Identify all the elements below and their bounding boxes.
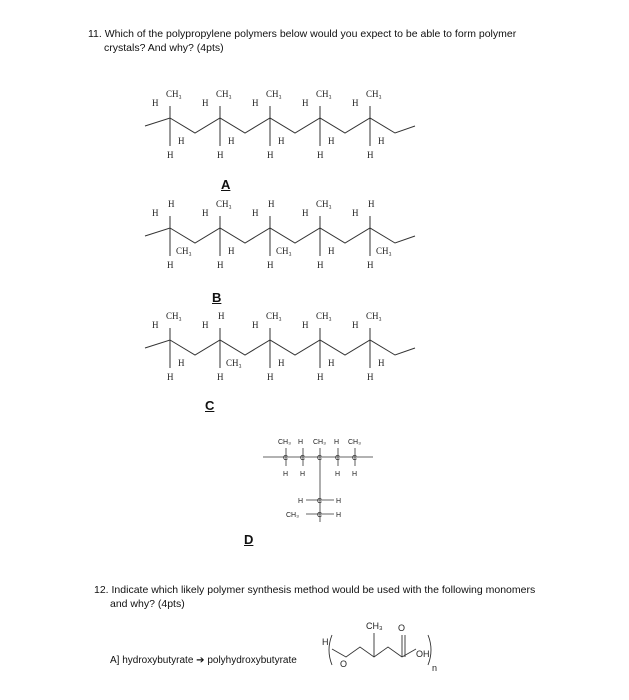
ch3-a-2: CH₃ xyxy=(216,89,232,99)
polymer-d-structure xyxy=(258,432,388,527)
svg-text:H: H xyxy=(217,260,224,270)
svg-text:H: H xyxy=(368,199,375,209)
svg-text:H: H xyxy=(252,98,259,108)
ch3-c-4: CH₃ xyxy=(316,311,332,321)
monomer-n: n xyxy=(432,663,438,673)
svg-text:H: H xyxy=(352,320,359,330)
svg-text:CH₃: CH₃ xyxy=(278,439,291,446)
svg-text:H: H xyxy=(167,372,174,382)
svg-text:H: H xyxy=(252,320,259,330)
svg-text:H: H xyxy=(278,136,285,146)
svg-text:H: H xyxy=(267,260,274,270)
label-b: B xyxy=(212,290,222,305)
svg-text:H: H xyxy=(218,311,225,321)
svg-text:H: H xyxy=(367,372,374,382)
question-11 xyxy=(88,27,558,55)
reaction-product: polyhydroxybutyrate xyxy=(207,655,297,666)
svg-text:H: H xyxy=(178,358,185,368)
svg-text:H: H xyxy=(367,260,374,270)
ch3-a-1: CH₃ xyxy=(166,89,182,99)
svg-text:H: H xyxy=(278,358,285,368)
svg-text:C: C xyxy=(317,512,323,519)
monomer-ch3: CH₃ xyxy=(366,621,383,631)
svg-text:H: H xyxy=(202,208,209,218)
svg-text:H: H xyxy=(267,372,274,382)
label-d: D xyxy=(244,532,254,547)
svg-text:H: H xyxy=(317,260,324,270)
ch3-b-3: CH₃ xyxy=(276,246,292,256)
svg-text:H: H xyxy=(334,439,340,446)
svg-text:H: H xyxy=(267,150,274,160)
svg-text:H: H xyxy=(228,246,235,256)
ch3-a-4: CH₃ xyxy=(316,89,332,99)
svg-text:H: H xyxy=(152,320,159,330)
ch3-b-1: CH₃ xyxy=(176,246,192,256)
svg-text:H: H xyxy=(378,358,385,368)
svg-text:H: H xyxy=(328,136,335,146)
svg-text:H: H xyxy=(217,372,224,382)
svg-text:H: H xyxy=(328,358,335,368)
svg-text:H: H xyxy=(352,208,359,218)
svg-text:CH₃: CH₃ xyxy=(313,439,326,446)
svg-text:H: H xyxy=(178,136,185,146)
svg-text:H: H xyxy=(202,320,209,330)
svg-text:H: H xyxy=(352,471,358,478)
svg-text:CH₃: CH₃ xyxy=(348,439,361,446)
reaction-line xyxy=(110,655,297,666)
svg-text:H: H xyxy=(317,150,324,160)
polymer-c-structure xyxy=(140,310,440,390)
ch3-b-2: CH₃ xyxy=(216,199,232,209)
reaction-monomer: A] hydroxybutyrate xyxy=(110,655,194,666)
question-12-line1: 12. Indicate which likely polymer synthesis method would be used with the following monomers xyxy=(94,584,536,596)
svg-text:H: H xyxy=(252,208,259,218)
svg-text:H: H xyxy=(168,199,175,209)
hydroxybutyrate-structure xyxy=(310,605,450,675)
svg-text:H: H xyxy=(202,98,209,108)
svg-text:H: H xyxy=(300,471,306,478)
monomer-h: H xyxy=(322,637,329,647)
svg-text:C: C xyxy=(317,455,323,462)
svg-text:H: H xyxy=(228,136,235,146)
polymer-a-structure xyxy=(140,88,440,168)
ch3-a-3: CH₃ xyxy=(266,89,282,99)
svg-text:C: C xyxy=(317,498,323,505)
svg-text:H: H xyxy=(283,471,289,478)
svg-text:H: H xyxy=(317,372,324,382)
ch3-a-5: CH₃ xyxy=(366,89,382,99)
svg-text:H: H xyxy=(328,246,335,256)
ch3-c-2: CH₃ xyxy=(226,358,242,368)
svg-text:H: H xyxy=(268,199,275,209)
question-11-line2: crystals? And why? (4pts) xyxy=(104,42,224,54)
question-12-line2: and why? (4pts) xyxy=(110,598,185,610)
svg-text:H: H xyxy=(217,150,224,160)
svg-text:C: C xyxy=(335,455,341,462)
svg-text:H: H xyxy=(302,208,309,218)
svg-text:H: H xyxy=(378,136,385,146)
svg-text:H: H xyxy=(352,98,359,108)
label-c: C xyxy=(205,398,215,413)
svg-text:H: H xyxy=(335,471,341,478)
svg-text:C: C xyxy=(352,455,358,462)
ch3-c-3: CH₃ xyxy=(266,311,282,321)
monomer-o: O xyxy=(340,659,348,669)
ch3-c-5: CH₃ xyxy=(366,311,382,321)
svg-text:H: H xyxy=(302,320,309,330)
svg-text:H: H xyxy=(152,208,159,218)
ch3-c-1: CH₃ xyxy=(166,311,182,321)
svg-text:H: H xyxy=(152,98,159,108)
svg-text:H: H xyxy=(167,260,174,270)
svg-text:C: C xyxy=(300,455,306,462)
monomer-oh: OH xyxy=(416,649,430,659)
ch3-b-5: CH₃ xyxy=(376,246,392,256)
svg-text:H: H xyxy=(298,498,304,505)
svg-text:CH₃: CH₃ xyxy=(286,512,299,519)
svg-text:C: C xyxy=(283,455,289,462)
monomer-carbonyl-o: O xyxy=(398,623,406,633)
svg-text:H: H xyxy=(336,498,342,505)
svg-text:H: H xyxy=(336,512,342,519)
polymer-b-structure xyxy=(140,198,440,278)
ch3-b-4: CH₃ xyxy=(316,199,332,209)
svg-text:H: H xyxy=(367,150,374,160)
svg-text:H: H xyxy=(167,150,174,160)
label-a: A xyxy=(221,177,231,192)
svg-text:H: H xyxy=(302,98,309,108)
question-11-line1: 11. Which of the polypropylene polymers below would you expect to be able to form polymer xyxy=(88,28,517,40)
reaction-arrow-icon: ➔ xyxy=(196,655,205,666)
svg-text:H: H xyxy=(298,439,304,446)
